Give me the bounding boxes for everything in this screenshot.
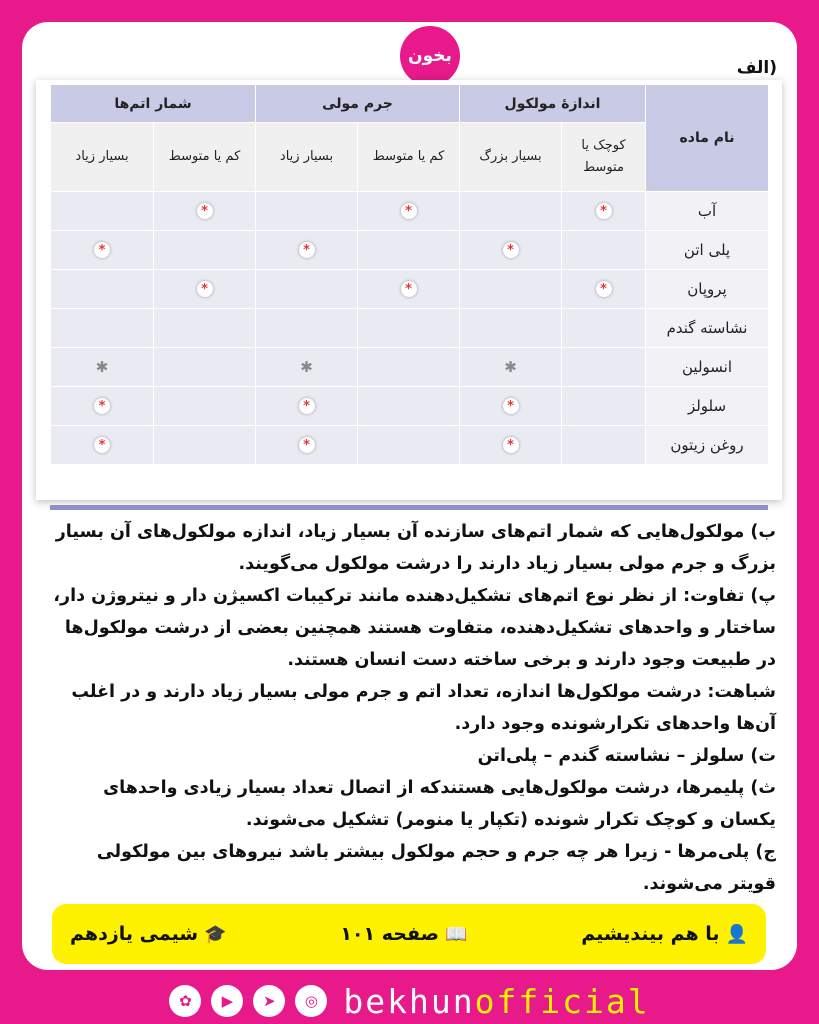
check-mark-icon: *: [299, 398, 315, 414]
table-cell: [154, 387, 256, 426]
book-icon: 📖: [444, 923, 468, 945]
header-atom-count: شمار اتم‌ها: [51, 85, 256, 123]
social-bar: [0, 978, 819, 1024]
table-cell: [256, 309, 358, 348]
header-molecule-size: اندازهٔ مولکول: [460, 85, 646, 123]
answer-t: ت) سلولز – نشاسته گندم – پلی‌اتن: [477, 746, 776, 766]
table-cell: [358, 270, 460, 309]
table-cell: [154, 426, 256, 465]
answer-j: ج) پلی‌مرها - زیرا هر چه جرم و حجم مولکول بیشتر باشد نیروهای بین مولکولی قویتر می‌شوند.: [96, 842, 776, 894]
table-cell: [562, 426, 646, 465]
table-cell: [256, 192, 358, 231]
graduation-cap-icon: 🎓: [204, 923, 227, 945]
table-cell: [358, 309, 460, 348]
table-cell: [460, 192, 562, 231]
table-cell: [256, 231, 358, 270]
sub-low-medium: کم یا متوسط: [154, 123, 256, 192]
check-mark-icon: *: [94, 437, 110, 453]
sub-very-high: بسیار زیاد: [256, 123, 358, 192]
table-cell: [51, 231, 154, 270]
row-label: انسولین: [646, 348, 769, 387]
check-mark-icon: *: [197, 281, 213, 297]
table-cell: [154, 231, 256, 270]
sub-low-medium: کم یا متوسط: [358, 123, 460, 192]
bekhun-logo: بخون: [400, 26, 460, 86]
row-label: آب: [646, 192, 769, 231]
table-cell: [51, 192, 154, 231]
asterisk-mark-icon: ✱: [504, 357, 517, 376]
sub-very-large: بسیار بزرگ: [460, 123, 562, 192]
table-cell: [51, 387, 154, 426]
check-mark-icon: *: [94, 398, 110, 414]
lesson-info-bar: [52, 904, 766, 964]
table-cell: [51, 426, 154, 465]
row-label: سلولز: [646, 387, 769, 426]
answer-s: ث) پلیمرها، درشت مولکول‌هایی هستندکه از اتصال تعداد بسیار زیادی واحدهای یکسان و کوچک تکرار شونده (تکپار یا منومر) تشکیل می‌شوند.: [103, 778, 776, 830]
properties-table-container: [36, 80, 782, 500]
check-mark-icon: *: [94, 242, 110, 258]
table-row: [51, 309, 769, 348]
lesson-title-text: با هم بیندیشیم: [581, 923, 720, 945]
section-label-alef: الف): [736, 58, 777, 78]
sub-very-high: بسیار زیاد: [51, 123, 154, 192]
table-bottom-rule: [50, 505, 768, 510]
table-cell: [358, 348, 460, 387]
table-cell: [51, 270, 154, 309]
table-cell: [256, 387, 358, 426]
table-cell: [460, 348, 562, 387]
page-number: [340, 923, 467, 945]
check-mark-icon: *: [503, 398, 519, 414]
table-row: [51, 270, 769, 309]
lesson-title: [581, 923, 748, 945]
user-icon: 👤: [725, 923, 748, 945]
table-cell: [154, 348, 256, 387]
sub-small-medium: کوچک یا متوسط: [562, 123, 646, 192]
table-cell: [562, 309, 646, 348]
table-cell: [358, 192, 460, 231]
table-cell: [562, 270, 646, 309]
table-cell: [154, 309, 256, 348]
table-cell: [154, 192, 256, 231]
table-cell: [51, 348, 154, 387]
page-number-text: صفحه ۱۰۱: [340, 923, 439, 945]
table-cell: [460, 387, 562, 426]
subject-name-text: شیمی یازدهم: [70, 923, 199, 945]
check-mark-icon: *: [596, 281, 612, 297]
table-row: [51, 387, 769, 426]
table-cell: [256, 348, 358, 387]
table-cell: [460, 426, 562, 465]
table-cell: [358, 426, 460, 465]
table-row: [51, 426, 769, 465]
check-mark-icon: *: [401, 203, 417, 219]
table-cell: [562, 192, 646, 231]
answer-similarity: شباهت: درشت مولکول‌ها اندازه، تعداد اتم و جرم مولی بسیار زیاد دارند و در اغلب آن‌ها واحدهای تکرارشونده وجود دارد.: [71, 682, 776, 734]
table-row: [51, 231, 769, 270]
aparat-icon[interactable]: ✿: [169, 985, 201, 1017]
table-cell: [358, 387, 460, 426]
table-cell: [562, 348, 646, 387]
table-cell: [460, 270, 562, 309]
row-label: پلی اتن: [646, 231, 769, 270]
table-cell: [460, 231, 562, 270]
check-mark-icon: *: [503, 437, 519, 453]
table-cell: [562, 231, 646, 270]
check-mark-icon: *: [299, 242, 315, 258]
check-mark-icon: *: [401, 281, 417, 297]
table-cell: [256, 270, 358, 309]
asterisk-mark-icon: ✱: [300, 357, 313, 376]
subject-name: [70, 923, 226, 945]
telegram-icon[interactable]: ➤: [253, 985, 285, 1017]
header-molar-mass: جرم مولی: [256, 85, 460, 123]
row-label: نشاسته گندم: [646, 309, 769, 348]
answer-b: ب) مولکول‌هایی که شمار اتم‌های سازنده آن بسیار زیاد، اندازه مولکول‌های آن بسیار بزرگ و جرم مولی بسیار زیاد دارند را درشت مولکول می‌گویند.: [55, 522, 776, 574]
table-row: [51, 348, 769, 387]
table-row: [51, 192, 769, 231]
answer-p: پ) تفاوت: از نظر نوع اتم‌های تشکیل‌دهنده مانند ترکیبات اکسیژن دار و نیتروژن دار، ساختار و واحدهای تشکیل‌دهنده، متفاوت هستند همچنین بعضی از درشت مولکول‌ها در طبیعت وجود دارند و برخی ساخته دست انسان هستند.: [53, 586, 776, 670]
youtube-icon[interactable]: ▶: [211, 985, 243, 1017]
brand-part2: official: [474, 981, 650, 1021]
asterisk-mark-icon: ✱: [95, 357, 109, 376]
row-label: روغن زیتون: [646, 426, 769, 465]
row-label: پروپان: [646, 270, 769, 309]
table-cell: [358, 231, 460, 270]
answer-text: [46, 516, 776, 900]
instagram-icon[interactable]: ◎: [295, 985, 327, 1017]
table-cell: [51, 309, 154, 348]
content-card: [22, 22, 797, 970]
check-mark-icon: *: [299, 437, 315, 453]
check-mark-icon: *: [596, 203, 612, 219]
table-cell: [562, 387, 646, 426]
properties-table: [50, 84, 769, 465]
check-mark-icon: *: [503, 242, 519, 258]
brand-handle: [343, 982, 649, 1021]
table-cell: [256, 426, 358, 465]
table-cell: [460, 309, 562, 348]
header-substance-name: نام ماده: [646, 85, 769, 192]
brand-part1: bekhun: [343, 981, 475, 1021]
table-cell: [154, 270, 256, 309]
check-mark-icon: *: [197, 203, 213, 219]
